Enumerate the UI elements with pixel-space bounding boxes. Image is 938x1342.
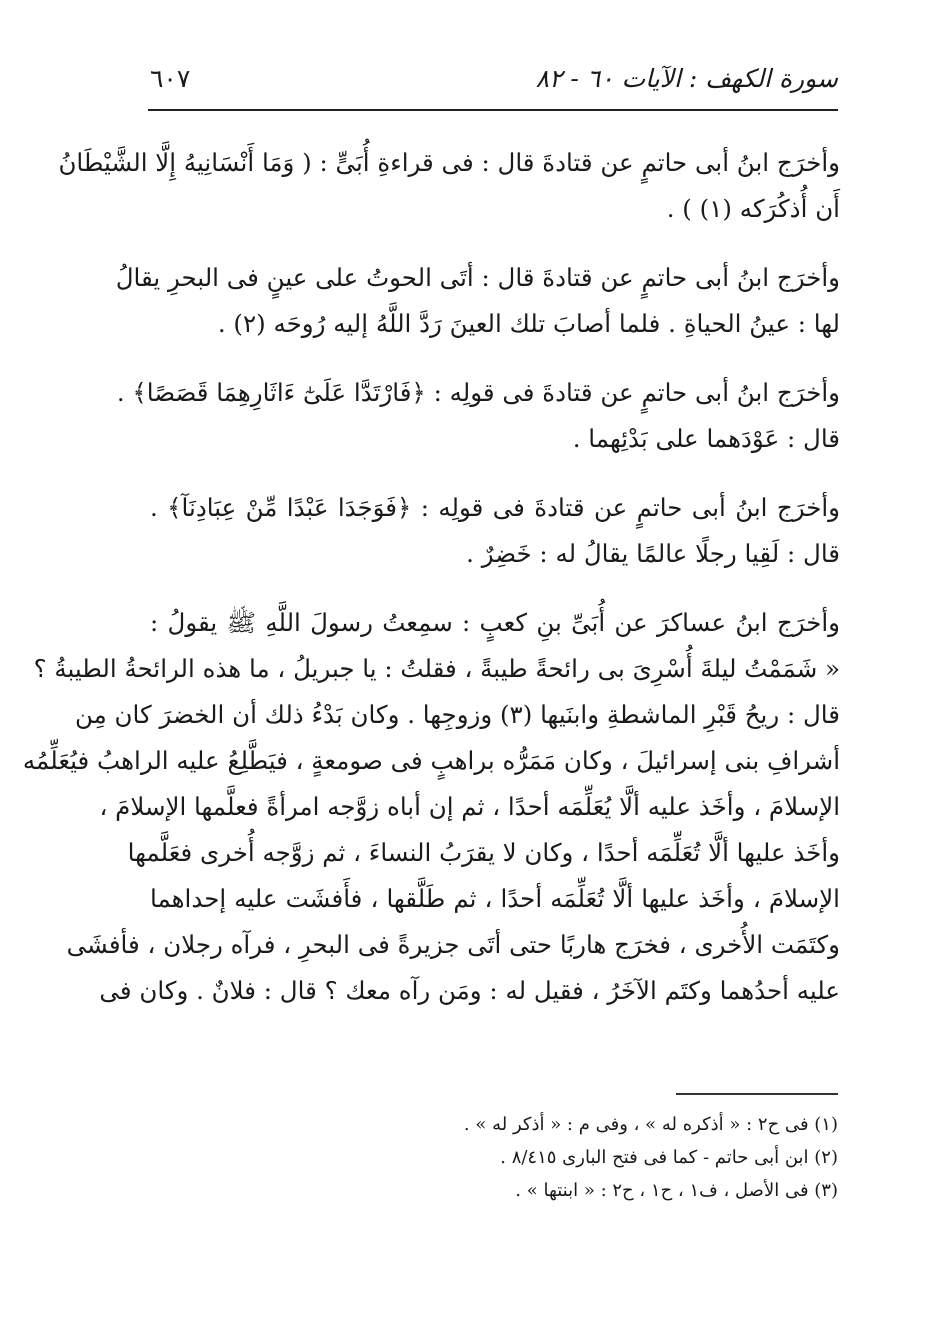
text-line: وأخَذ عليها ألَّا تُعَلِّمَه أحدًا ، وكان لا يقرَبُ النساءَ ، ثم زوَّجه أُخرى فعَلَّمها [127,838,840,867]
text-line: وأخرَج ابنُ أبى حاتمٍ عن قتادةَ فى قولِه : ﴿فَارْتَدَّا عَلَىٰٓ ءَاثَارِهِمَا قَصَصًا﴾ . [116,378,840,407]
text-line: قال : لَقِيا رجلًا عالمًا يقالُ له : خَضِرٌ . [466,539,840,568]
header-title: سورة الكهف : الآيات ٦٠ - ٨٢ [535,64,838,93]
text-line: وأخرَج ابنُ أبى حاتمٍ عن قتادةَ قال : فى قراءةِ أُبَىٍّ : ( وَمَا أَنْسَانِيهُ إِلَّا الشَّيْطَانُ [58,148,840,177]
text-line: أشرافِ بنى إسرائيلَ ، وكان مَمَرُّه براهبٍ فى صومعةٍ ، فيَطَّلِعُ عليه الراهبُ فيُعَلِّمُه [22,746,840,775]
text-line: « شَمَمْتُ ليلةَ أُسْرِىَ بى رائحةً طيبةً ، فقلتُ : يا جبريلُ ، ما هذه الرائحةُ الطيبةُ ؟ [33,654,840,683]
text-line: وكتَمَت الأُخرى ، فخرَج هاربًا حتى أتَى جزيرةً فى البحرِ ، فرآه رجلان ، فأفشَى [66,930,840,959]
main-text [22,140,840,1037]
header-rule [148,109,838,111]
text-line: وأخرَج ابنُ أبى حاتمٍ عن قتادةَ قال : أتَى الحوتُ على عينٍ فى البحرِ يقالُ [115,263,840,292]
paragraph-1 [58,140,840,232]
text-line: قال : ريحُ قَبْرِ الماشطةِ وابنَيها (٣) وزوجِها . وكان بَدْءُ ذلك أن الخضرَ كان مِن [74,700,840,729]
paragraph-2 [115,255,840,347]
text-line: عليه أحدُهما وكتَم الآخَرُ ، فقيل له : ومَن رآه معك ؟ قال : فلانٌ . وكان فى [99,976,840,1005]
paragraph-4 [150,485,840,577]
footnotes [238,1108,838,1207]
text-line: لها : عينُ الحياةِ . فلما أصابَ تلك العينَ رَدَّ اللَّهُ إليه رُوحَه (٢) . [217,309,840,338]
page-number: ٦٠٧ [150,64,191,93]
text-line: الإسلامَ ، وأخَذ عليه ألَّا يُعَلِّمَه أحدًا ، ثم إن أباه زوَّجه امرأةً فعلَّمها الإسلامَ ، [99,792,840,821]
paragraph-5 [22,600,840,1014]
paragraph-3 [116,370,840,462]
footnote-3: (٣) فى الأصل ، ف١ ، ح١ ، ح٢ : « ابنتها » . [515,1180,838,1201]
footnote-1: (١) فى ح٢ : « أذكره له » ، وفى م : « أذكر له » . [463,1114,838,1135]
text-line: أَن أُذكُرَكه (١) ) . [666,194,840,223]
footnote-rule [676,1093,838,1095]
text-line: وأخرَج ابنُ أبى حاتمٍ عن قتادةَ فى قولِه : ﴿فَوَجَدَا عَبْدًا مِّنْ عِبَادِنَآ﴾ . [150,493,840,522]
text-line: الإسلامَ ، وأخَذ عليها ألَّا تُعَلِّمَه أحدًا ، ثم طَلَّقها ، فأَفشَت عليه إحداهما [150,884,840,913]
footnote-2: (٢) ابن أبى حاتم - كما فى فتح البارى ٨/٤١٥ . [500,1147,838,1168]
text-line: قال : عَوْدَهما على بَدْئِهما . [572,424,840,453]
text-line: وأخرَج ابنُ عساكرَ عن أُبَىِّ بنِ كعبٍ : سمِعتُ رسولَ اللَّهِ ﷺ يقولُ : [150,608,840,637]
running-header [150,58,838,102]
